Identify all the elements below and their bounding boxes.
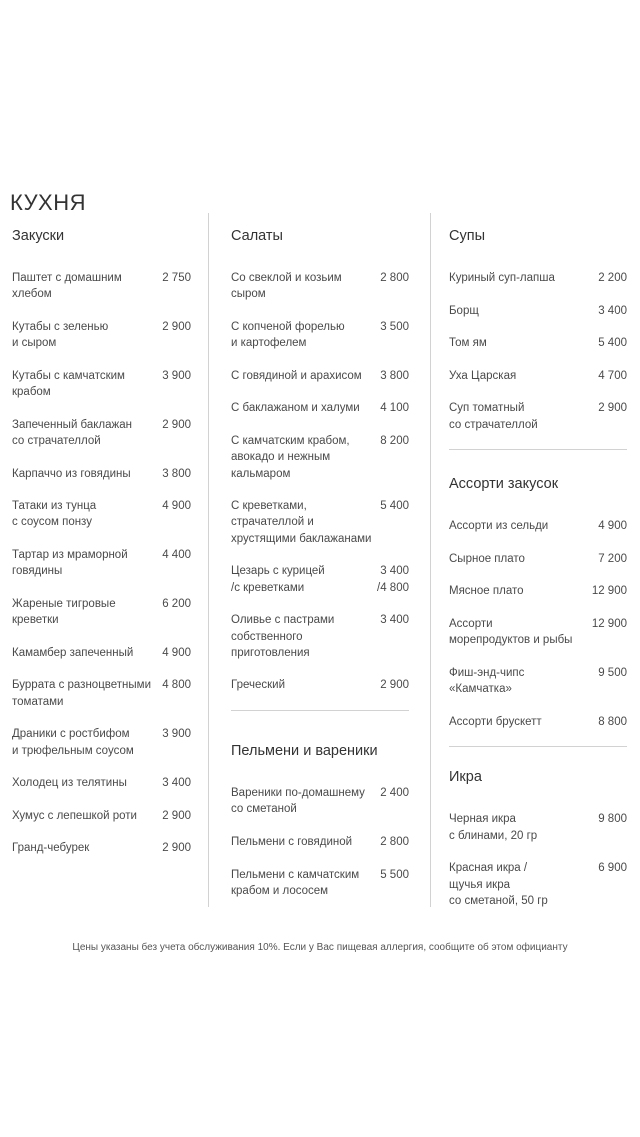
menu-item-name: Запеченный баклажан со страчателлой <box>12 418 132 447</box>
menu-item-price: 3 500 <box>380 320 409 333</box>
menu-item-name: С копченой форелью и картофелем <box>231 320 345 350</box>
menu-item-price: 3 400 <box>380 614 409 627</box>
menu-item <box>449 714 627 730</box>
menu-item-name: Черная икра с блинами, 20 гр <box>449 813 538 842</box>
menu-column-1 <box>12 226 191 873</box>
menu-item <box>449 518 627 534</box>
menu-item-price: 4 800 <box>162 679 191 692</box>
menu-item-price: 6 200 <box>162 597 191 610</box>
menu-section <box>449 474 627 730</box>
menu-item <box>12 645 191 661</box>
menu-item-price: 7 200 <box>598 552 627 565</box>
menu-item <box>449 860 627 909</box>
menu-item <box>231 433 409 482</box>
menu-item-price: 2 900 <box>162 418 191 431</box>
menu-item <box>231 867 409 900</box>
menu-item-name: Жареные тигровые креветки <box>12 597 116 627</box>
menu-item-price: 3 400 <box>162 777 191 790</box>
menu-item <box>231 563 409 596</box>
menu-item-price: 9 800 <box>598 813 627 826</box>
menu-item-name: Тартар из мраморной говядины <box>12 549 128 578</box>
menu-section <box>231 741 409 899</box>
menu-item <box>12 466 191 482</box>
menu-item-price: 5 400 <box>598 337 627 350</box>
menu-item-name: Вареники по-домашнему со сметаной <box>231 787 365 816</box>
menu-item-name: Буррата с разноцветными томатами <box>12 679 151 708</box>
menu-item-name: Кутабы с камчатским крабом <box>12 369 125 399</box>
menu-item-name: С говядиной и арахисом <box>231 369 362 382</box>
menu-item-name: Карпаччо из говядины <box>12 467 131 480</box>
menu-item-price: 12 900 <box>591 585 627 598</box>
menu-item-name: Гранд-чебурек <box>12 842 90 855</box>
menu-item-name: Оливье с пастрами собственного приготовления <box>231 614 335 659</box>
menu-item-price: 2 200 <box>598 272 627 284</box>
menu-item <box>449 811 627 844</box>
page-title: КУХНЯ <box>10 190 86 215</box>
menu-item-price: 12 900 <box>591 618 627 631</box>
menu-item-price: 9 500 <box>598 666 627 679</box>
menu-item-name: Паштет с домашним хлебом <box>12 272 122 301</box>
menu-item <box>12 417 191 450</box>
menu-item-name: С баклажаном и халуми <box>231 402 360 415</box>
menu-item <box>12 319 191 352</box>
menu-item-price: 3 800 <box>380 369 409 382</box>
menu-item-price: 4 900 <box>598 520 627 533</box>
section-title: Супы <box>449 228 485 244</box>
menu-item-name: С креветками, страчателлой и хрустящими баклажанами <box>231 500 372 545</box>
menu-item-price: 2 750 <box>162 272 191 284</box>
section-title: Салаты <box>231 228 283 244</box>
menu-item-name: Драники с ростбифом и трюфельным соусом <box>12 728 134 757</box>
section-title: Закуски <box>12 228 65 244</box>
menu-item <box>231 319 409 352</box>
menu-item-name: Ассорти из сельди <box>449 520 549 533</box>
menu-item-name: Мясное плато <box>449 585 524 598</box>
menu-item <box>12 726 191 759</box>
menu-item <box>449 303 627 319</box>
menu-item <box>12 596 191 629</box>
menu-item-name: Фиш-энд-чипс «Камчатка» <box>449 666 525 696</box>
menu-item <box>449 335 627 351</box>
menu-item-name: Борщ <box>449 304 479 317</box>
menu-item <box>12 840 191 856</box>
menu-item-price: 5 500 <box>380 868 409 881</box>
menu-item-name: Греческий <box>231 679 286 692</box>
menu-item-price: 2 900 <box>162 842 191 855</box>
menu-item <box>231 368 409 384</box>
menu-item-name: Пельмени с говядиной <box>231 835 353 848</box>
menu-item <box>12 368 191 401</box>
menu-column-3 <box>449 226 627 926</box>
menu-item <box>12 270 191 303</box>
section-title: Ассорти закусок <box>449 476 559 493</box>
menu-section <box>12 226 191 857</box>
menu-section <box>231 226 409 694</box>
menu-item-name: Хумус с лепешкой роти <box>12 809 137 822</box>
menu-section <box>449 226 627 433</box>
menu-item <box>12 498 191 531</box>
menu-item-name: Сырное плато <box>449 552 525 565</box>
menu-item-price: 3 900 <box>162 728 191 741</box>
menu-item <box>449 270 627 286</box>
menu-item-name: Цезарь с курицей /с креветками <box>231 565 325 594</box>
column-divider <box>208 213 209 907</box>
menu-item-price: 4 100 <box>380 402 409 415</box>
footnote: Цены указаны без учета обслуживания 10%. Если у Вас пищевая аллергия, сообщите об этом официанту <box>72 942 568 953</box>
menu-item <box>449 368 627 384</box>
menu-item-name: Пельмени с камчатским крабом и лососем <box>231 868 360 897</box>
section-title: Икра <box>449 769 482 786</box>
menu-item-name: Со свеклой и козьим сыром <box>231 272 342 301</box>
menu-item-name: Ассорти брускетт <box>449 715 542 728</box>
menu-item <box>449 551 627 567</box>
menu-item-name: Том ям <box>449 337 487 350</box>
menu-section <box>449 767 627 909</box>
section-divider <box>231 710 409 711</box>
menu-item <box>231 834 409 850</box>
menu-item <box>12 677 191 710</box>
menu-item-name: Ассорти морепродуктов и рыбы <box>449 618 573 647</box>
menu-item-price: 3 400 <box>598 304 627 317</box>
menu-item-price: 2 900 <box>162 809 191 822</box>
menu-item-price: 2 900 <box>380 679 409 692</box>
menu-item-name: Красная икра / щучья икра со сметаной, 50 гр <box>449 862 548 907</box>
menu-item <box>449 583 627 599</box>
menu-item-price: 6 900 <box>598 862 627 875</box>
menu-item-price: 2 900 <box>598 402 627 415</box>
menu-item-name: Камамбер запеченный <box>12 646 134 659</box>
menu-item-name: Холодец из телятины <box>12 777 127 790</box>
menu-item <box>231 270 409 303</box>
menu-item <box>12 808 191 824</box>
menu-item <box>231 677 409 693</box>
section-title: Пельмени и вареники <box>231 743 378 760</box>
menu-item <box>231 498 409 547</box>
section-divider <box>449 746 627 747</box>
menu-item-price: 3 900 <box>162 369 191 382</box>
menu-item-price: 2 800 <box>380 272 409 284</box>
menu-item-price: 8 200 <box>380 434 409 447</box>
menu-item-name: Кутабы с зеленью и сыром <box>12 320 109 350</box>
menu-item-name: Суп томатный со страчателлой <box>449 402 538 431</box>
column-divider <box>430 213 431 907</box>
menu-column-2 <box>231 226 409 915</box>
menu-item-name: Куриный суп-лапша <box>449 272 555 284</box>
menu-item <box>449 400 627 433</box>
menu-item-price: 4 400 <box>162 549 191 562</box>
menu-item <box>12 547 191 580</box>
menu-item-name: Татаки из тунца с соусом понзу <box>12 500 97 529</box>
menu-item <box>231 785 409 818</box>
menu-item <box>231 400 409 416</box>
menu-item-name: Уха Царская <box>449 369 517 382</box>
menu-item-price: 3 400 /4 800 <box>377 565 409 594</box>
menu-item-price: 3 800 <box>162 467 191 480</box>
menu-item <box>449 665 627 698</box>
menu-item-price: 2 900 <box>162 320 191 333</box>
menu-item <box>12 775 191 791</box>
menu-item <box>449 616 627 649</box>
menu-item-price: 2 800 <box>380 835 409 848</box>
menu-item-name: С камчатским крабом, авокадо и нежным кальмаром <box>231 434 350 480</box>
menu-item-price: 2 400 <box>380 787 409 800</box>
menu-item <box>231 612 409 661</box>
menu-item-price: 4 700 <box>598 369 627 382</box>
menu-item-price: 8 800 <box>598 715 627 728</box>
menu-item-price: 4 900 <box>162 500 191 513</box>
section-divider <box>449 449 627 450</box>
menu-item-price: 5 400 <box>380 500 409 513</box>
menu-item-price: 4 900 <box>162 646 191 659</box>
